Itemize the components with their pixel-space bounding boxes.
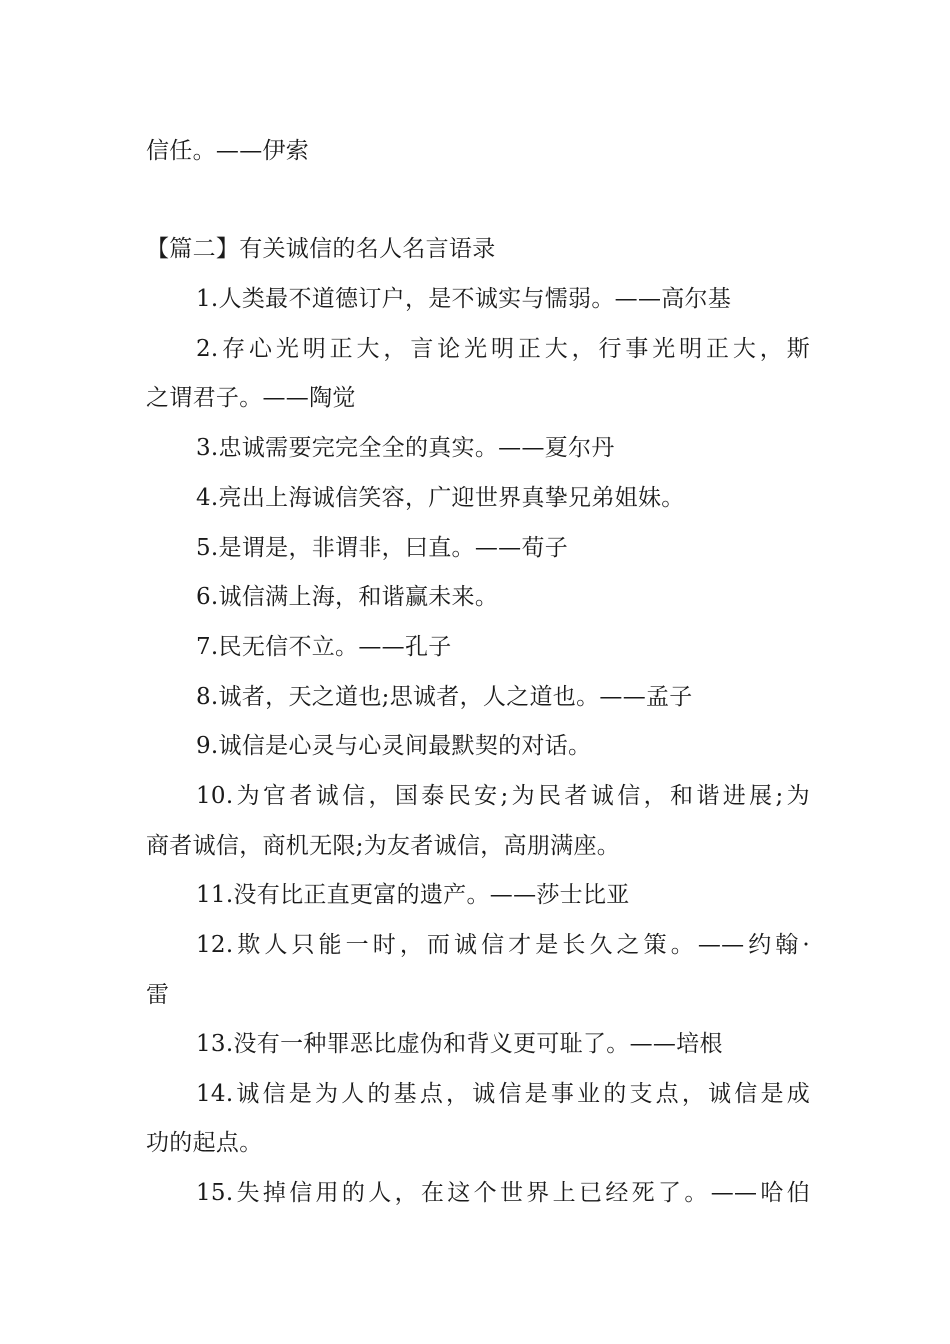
quote-14-line-2: 功的起点。 (146, 1130, 263, 1156)
quote-2-line-2: 之谓君子。——陶觉 (146, 385, 356, 411)
quote-4: 4.亮出上海诚信笑容，广迎世界真挚兄弟姐妹。 (196, 485, 685, 511)
quote-10-line-1: 10.为官者诚信，国泰民安;为民者诚信，和谐进展;为 (196, 783, 810, 809)
text-line-continuation: 信任。——伊索 (146, 138, 310, 164)
quote-10-line-2: 商者诚信，商机无限;为友者诚信，高朋满座。 (146, 833, 621, 859)
quote-2-line-1: 2.存心光明正大，言论光明正大，行事光明正大，斯 (196, 336, 810, 362)
quote-15: 15.失掉信用的人，在这个世界上已经死了。——哈伯 (196, 1180, 810, 1206)
quote-1: 1.人类最不道德订户，是不诚实与懦弱。——高尔基 (196, 286, 732, 312)
quote-12-line-2: 雷 (146, 982, 170, 1008)
quote-9: 9.诚信是心灵与心灵间最默契的对话。 (196, 733, 592, 759)
quote-13: 13.没有一种罪恶比虚伪和背义更可耻了。——培根 (196, 1031, 723, 1057)
quote-3: 3.忠诚需要完完全全的真实。——夏尔丹 (196, 435, 615, 461)
section-heading: 【篇二】有关诚信的名人名言语录 (146, 236, 496, 262)
quote-6: 6.诚信满上海，和谐赢未来。 (196, 584, 499, 610)
quote-11: 11.没有比正直更富的遗产。——莎士比亚 (196, 882, 630, 908)
quote-12-line-1: 12.欺人只能一时，而诚信才是长久之策。——约翰· (196, 932, 810, 958)
quote-7: 7.民无信不立。——孔子 (196, 634, 452, 660)
quote-8: 8.诚者，天之道也;思诚者，人之道也。——孟子 (196, 684, 693, 710)
quote-14-line-1: 14.诚信是为人的基点，诚信是事业的支点，诚信是成 (196, 1081, 810, 1107)
quote-5: 5.是谓是，非谓非，曰直。——荀子 (196, 535, 569, 561)
